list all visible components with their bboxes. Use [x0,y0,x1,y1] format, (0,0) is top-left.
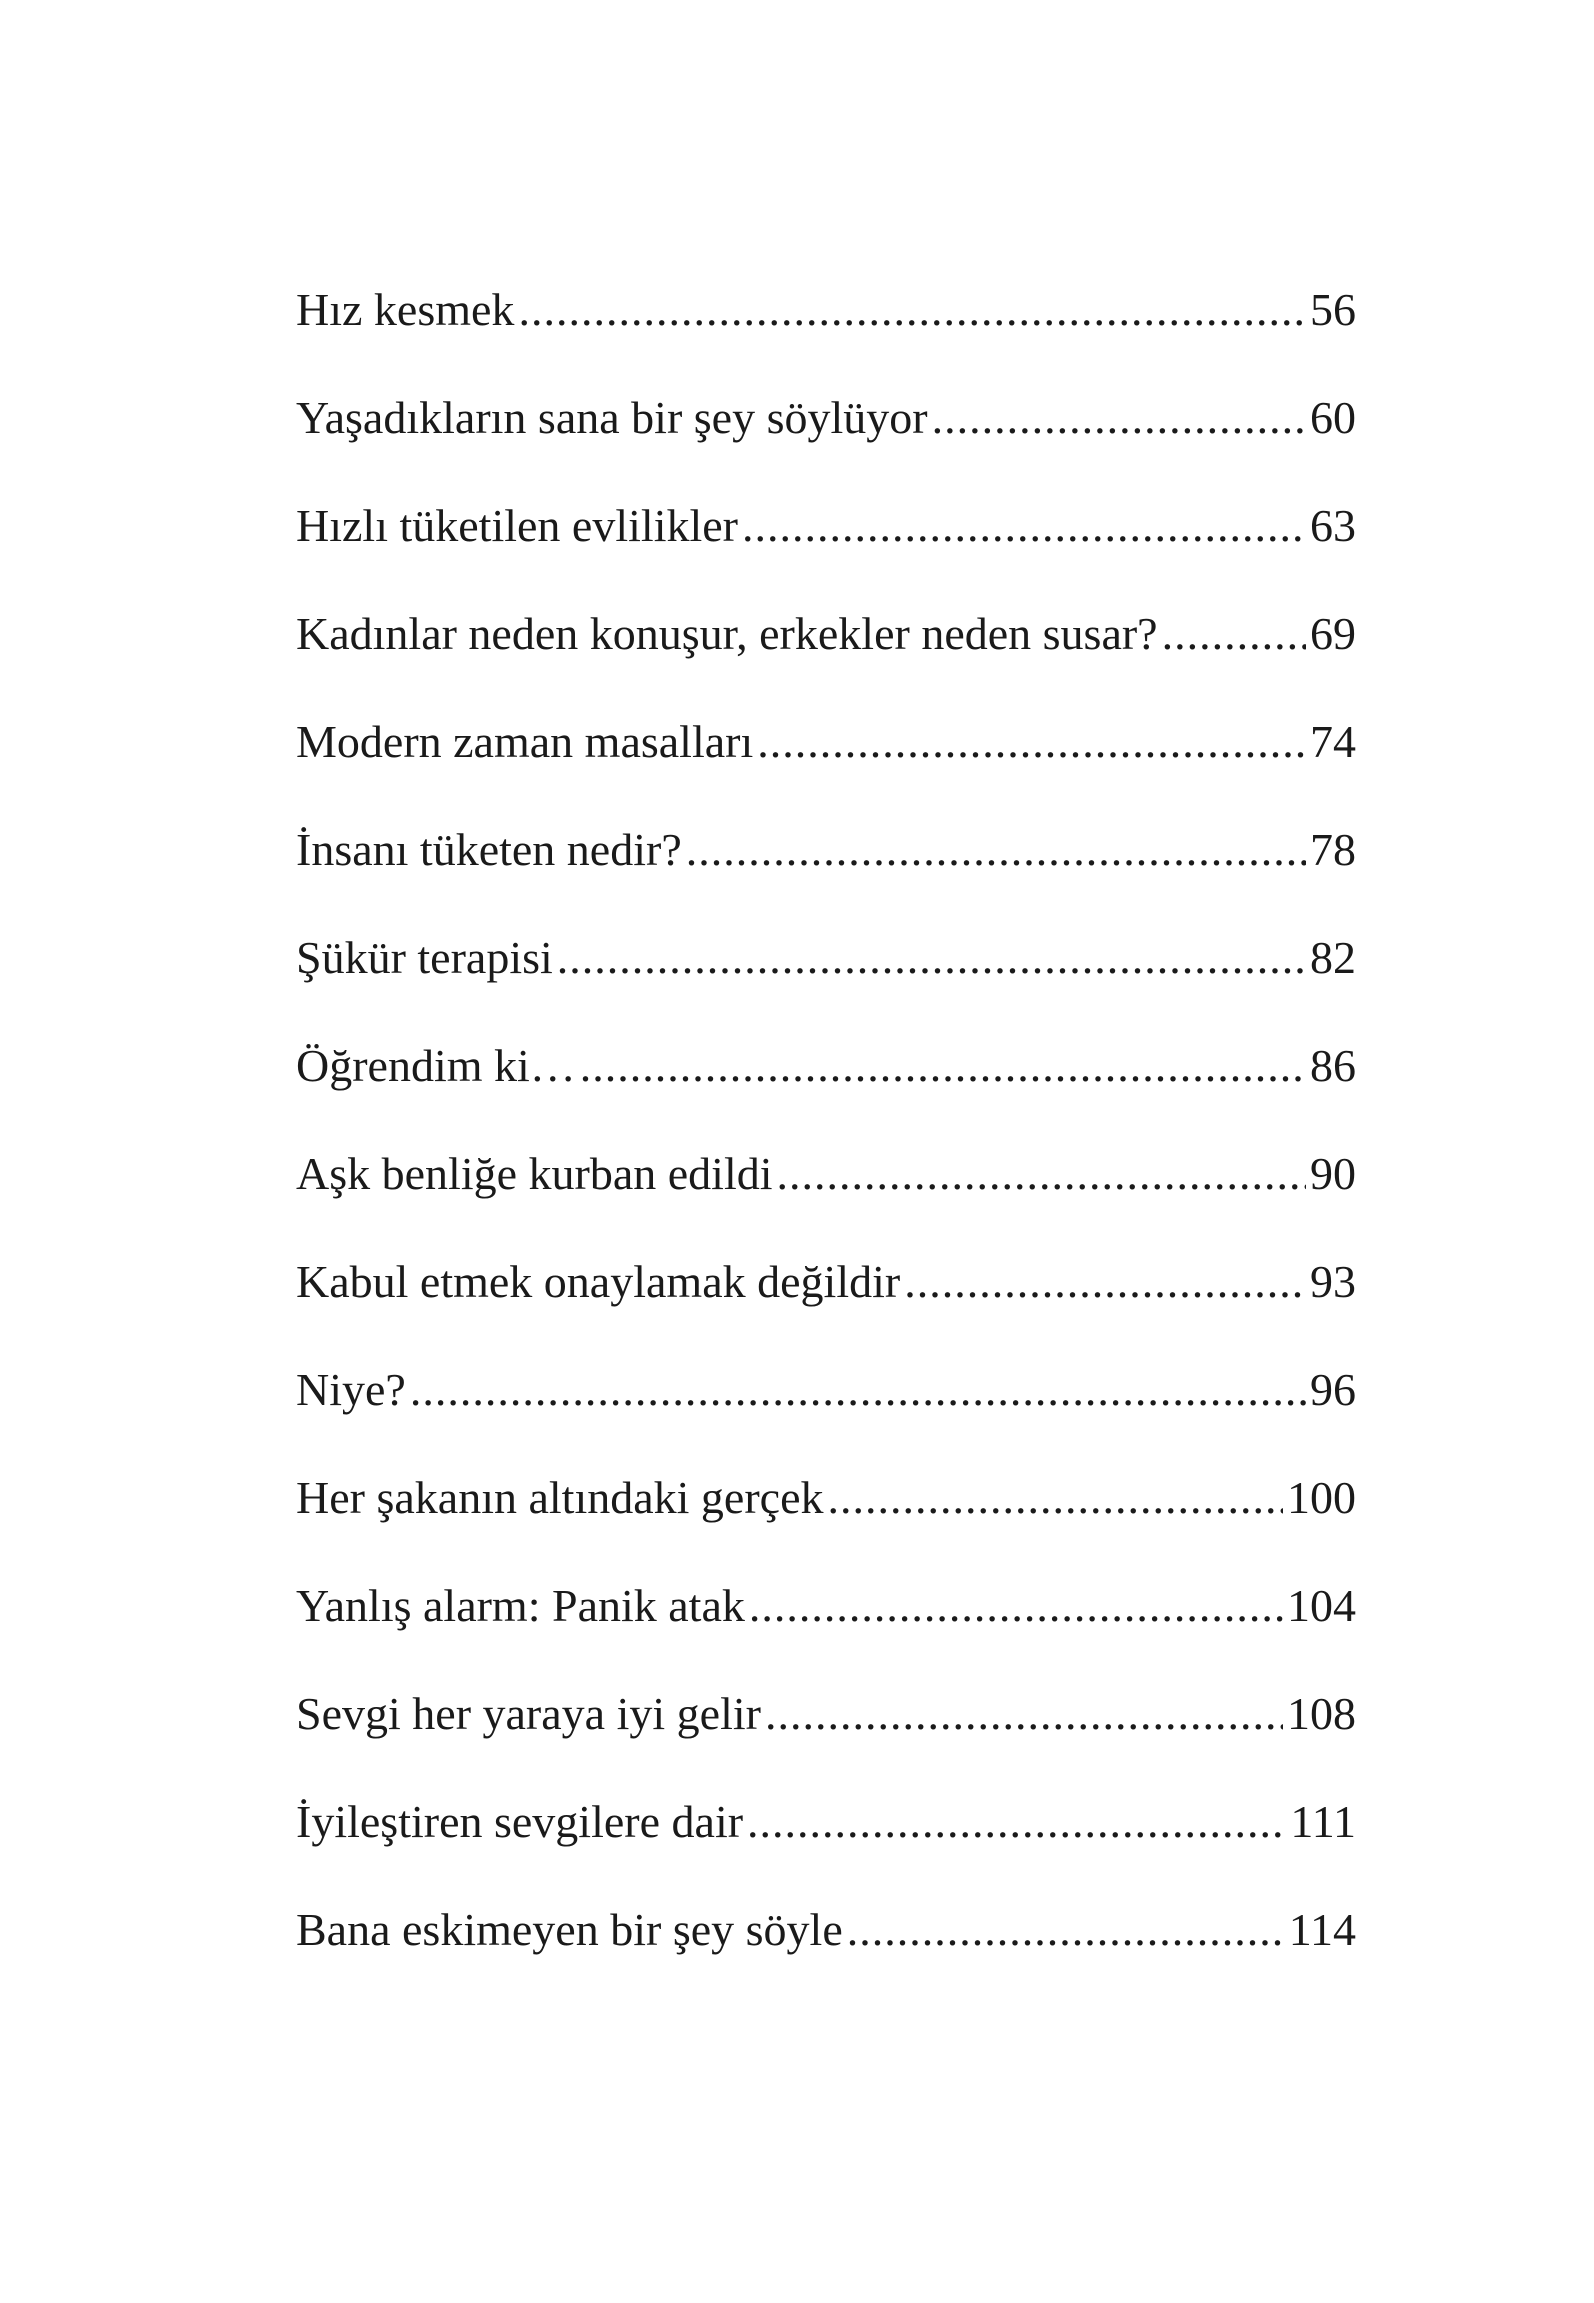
dot-leader [518,280,1306,340]
toc-entry [296,1144,1356,1252]
toc-entry [296,496,1356,604]
dot-leader [1162,604,1306,664]
toc-entry [296,1468,1356,1576]
dot-leader [580,1036,1306,1096]
toc-entry [296,712,1356,820]
toc-entry-title: İnsanı tüketen nedir? [296,824,682,875]
toc-entry [296,928,1356,1036]
dot-leader [410,1360,1306,1420]
toc-entry [296,1684,1356,1792]
dot-leader [904,1252,1306,1312]
toc-entry-title: Bana eskimeyen bir şey söyle [296,1904,843,1955]
toc-entry-title: Şükür terapisi [296,932,553,983]
dot-leader [749,1576,1283,1636]
dot-leader [742,496,1306,556]
toc-entry-page: 86 [1310,1040,1356,1091]
toc-entry-page: 56 [1310,284,1356,335]
dot-leader [932,388,1306,448]
toc-entry-page: 104 [1287,1580,1356,1631]
toc-entry-page: 90 [1310,1148,1356,1199]
toc-entry [296,1036,1356,1144]
toc-entry-title: Sevgi her yaraya iyi gelir [296,1688,761,1739]
toc-entry-page: 100 [1287,1472,1356,1523]
dot-leader [765,1684,1283,1744]
toc-entry [296,1252,1356,1360]
dot-leader [757,712,1306,772]
toc-entry-title: Modern zaman masalları [296,716,754,767]
toc-entry-title: Kadınlar neden konuşur, erkekler neden susar? [296,608,1158,659]
toc-entry-page: 114 [1288,1904,1356,1955]
toc-entry-title: Niye? [296,1364,406,1415]
toc-entry-page: 63 [1310,500,1356,551]
toc-entry-page: 74 [1310,716,1356,767]
toc-entry-title: Yanlış alarm: Panik atak [296,1580,745,1631]
toc-entry-title: İyileştiren sevgilere dair [296,1796,744,1847]
toc-entry-page: 82 [1310,932,1356,983]
toc-entry-page: 93 [1310,1256,1356,1307]
toc-entry [296,388,1356,496]
toc-entry-page: 69 [1310,608,1356,659]
toc-entry [296,604,1356,712]
toc-entry-title: Her şakanın altındaki gerçek [296,1472,824,1523]
toc-entry [296,1900,1356,2008]
toc-entry-page: 111 [1290,1796,1356,1847]
dot-leader [557,928,1306,988]
toc-entry [296,1360,1356,1468]
toc-entry-title: Yaşadıkların sana bir şey söylüyor [296,392,928,443]
toc-entry-page: 96 [1310,1364,1356,1415]
toc-entry-title: Kabul etmek onaylamak değildir [296,1256,901,1307]
dot-leader [747,1792,1286,1852]
toc-entry-page: 60 [1310,392,1356,443]
toc-entry-page: 108 [1287,1688,1356,1739]
dot-leader [847,1900,1285,1960]
toc-entry [296,1792,1356,1900]
toc-entry-page: 78 [1310,824,1356,875]
toc-entry [296,820,1356,928]
toc-entry-title: Hızlı tüketilen evlilikler [296,500,738,551]
toc-entry-title: Aşk benliğe kurban edildi [296,1148,773,1199]
dot-leader [828,1468,1284,1528]
dot-leader [686,820,1306,880]
toc-entry [296,1576,1356,1684]
toc-entry-title: Hız kesmek [296,284,515,335]
table-of-contents [296,280,1356,2008]
toc-entry-title: Öğrendim ki… [296,1040,576,1091]
toc-entry [296,280,1356,388]
dot-leader [777,1144,1306,1204]
